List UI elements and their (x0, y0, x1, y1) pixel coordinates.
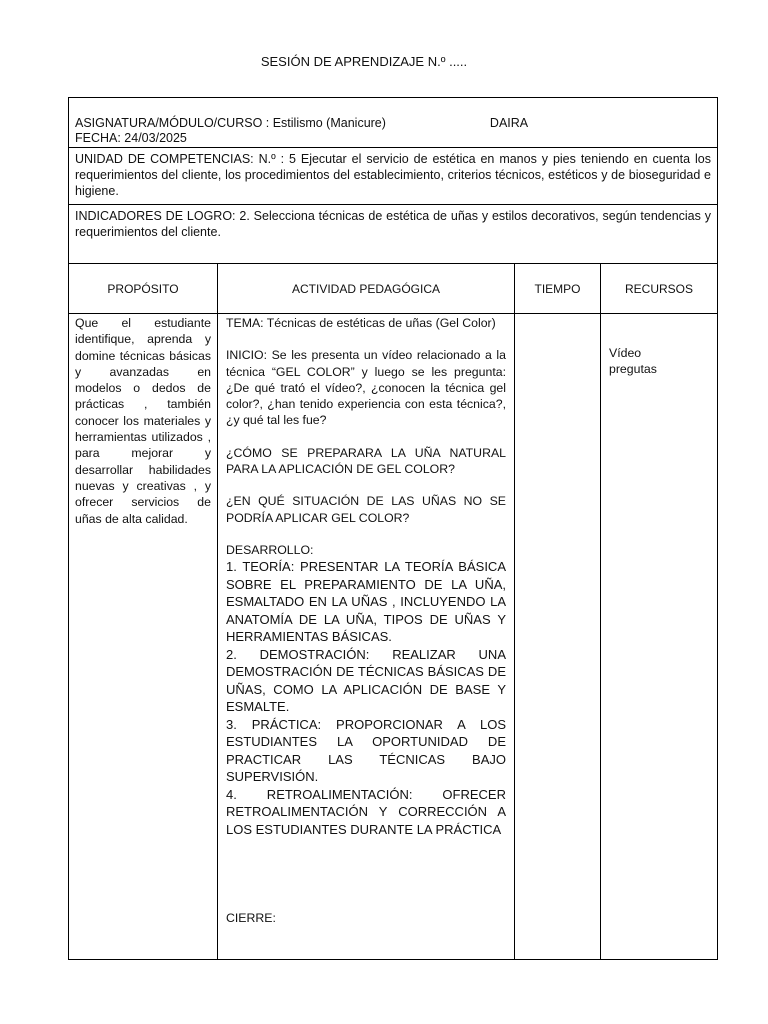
inicio-text: INICIO: Se les presenta un vídeo relacionado a la técnica “GEL COLOR” y luego se les pregunta: ¿De qué trató el vídeo?, ¿conocen la técnica gel color?, ¿han tenido experiencia con esta técnica?, ¿y qué tal les fue? (226, 348, 506, 428)
proposito-cell (68, 313, 218, 960)
column-header-recursos: RECURSOS (600, 263, 718, 314)
header-row-asignatura (68, 97, 718, 148)
header-row-indicadores (68, 204, 718, 264)
asignatura-text: ASIGNATURA/MÓDULO/CURSO : Estilismo (Manicure) (75, 116, 386, 130)
cierre-label: CIERRE: (226, 911, 276, 925)
unidad-text: UNIDAD DE COMPETENCIAS: N.º : 5 Ejecutar el servicio de estética en manos y pies teniendo en cuenta los requerimientos del cliente, los procedimientos del establecimiento, criterios técnicos, estéticos y de bioseguridad e higiene. (75, 152, 711, 198)
tiempo-cell (514, 313, 601, 960)
desarrollo-paso-2: 2. DEMOSTRACIÓN: REALIZAR UNA DEMOSTRACIÓN DE TÉCNICAS BÁSICAS DE UÑAS, COMO LA APLICACIÓN DE BASE Y ESMALTE. (226, 646, 506, 715)
actividad-cell (217, 313, 515, 960)
desarrollo-paso-1: 1. TEORÍA: PRESENTAR LA TEORÍA BÁSICA SOBRE EL PREPARAMIENTO DE LA UÑA, ESMALTADO EN LA UÑAS , INCLUYENDO LA ANATOMÍA DE LA UÑA, TIPOS DE UÑAS Y HERRAMIENTAS BÁSICAS. (226, 559, 506, 645)
tiempo-text (515, 314, 600, 320)
header-row-unidad (68, 147, 718, 205)
recurso-preguntas: pregutas (609, 362, 657, 376)
column-header-tiempo: TIEMPO (514, 263, 601, 314)
desarrollo-paso-4: 4. RETROALIMENTACIÓN: OFRECER RETROALIMENTACIÓN Y CORRECCIÓN A LOS ESTUDIANTES DURANTE LA PRÁCTICA (226, 786, 506, 837)
desarrollo-label: DESARROLLO: (226, 542, 314, 557)
column-header-proposito: PROPÓSITO (68, 263, 218, 314)
column-header-actividad: ACTIVIDAD PEDAGÓGICA (217, 263, 515, 314)
document-title: SESIÓN DE APRENDIZAJE N.º ..... (260, 54, 468, 69)
recursos-cell (600, 313, 718, 960)
pregunta-2: ¿EN QUÉ SITUACIÓN DE LAS UÑAS NO SE PODRÍA APLICAR GEL COLOR? (226, 494, 506, 525)
proposito-text: Que el estudiante identifique, aprenda y domine técnicas básicas y avanzadas en modelos o dedos de prácticas , también conocer los materiales y herramientas utilizados , para mejorar y desarrollar habilidades nuevas y creativas , y ofrecer servicios de uñas de alta calidad. (75, 316, 211, 526)
indicadores-text: INDICADORES DE LOGRO: 2. Selecciona técnicas de estética de uñas y estilos decorativos, según tendencias y requerimientos del cliente. (75, 209, 711, 239)
tema-text: TEMA: Técnicas de estéticas de uñas (Gel Color) (226, 316, 496, 330)
pregunta-1: ¿CÓMO SE PREPARARA LA UÑA NATURAL PARA LA APLICACIÓN DE GEL COLOR? (226, 445, 506, 477)
desarrollo-paso-3: 3. PRÁCTICA: PROPORCIONAR A LOS ESTUDIANTES LA OPORTUNIDAD DE PRACTICAR LAS TÉCNICAS BAJO SUPERVISIÓN. (226, 716, 506, 785)
recurso-video: Vídeo (609, 346, 642, 360)
fecha-text: FECHA: 24/03/2025 (75, 131, 187, 145)
student-name: DAIRA (489, 116, 529, 130)
